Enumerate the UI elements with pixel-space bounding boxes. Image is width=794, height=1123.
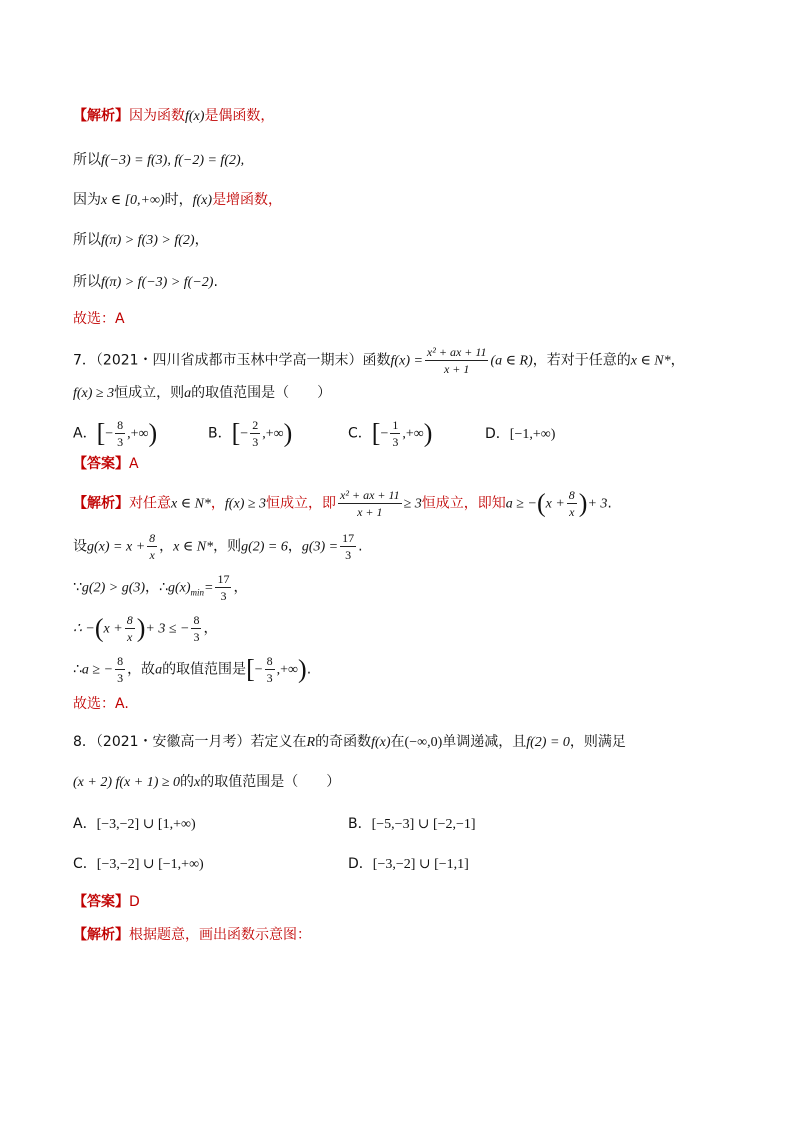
numerator: x² + ax + 11 [340, 488, 400, 502]
q7-solution-line-2 [73, 530, 363, 563]
fraction [215, 571, 231, 604]
math: [−3,−2] ∪ [1,+∞) [96, 817, 196, 832]
math: a ≥ − [81, 662, 114, 678]
fraction [125, 612, 135, 645]
fraction [115, 417, 125, 450]
q7-option-c [348, 417, 485, 450]
text: ∵ [73, 579, 82, 596]
fraction [265, 653, 275, 686]
numerator: 8 [149, 531, 156, 545]
bracket: [ [371, 418, 381, 448]
q7-option-b [208, 417, 348, 450]
math: x [194, 775, 201, 790]
denominator: x [149, 548, 155, 562]
text: ， [233, 579, 248, 596]
paren: ( [536, 488, 546, 518]
bracket: ) [298, 654, 307, 684]
math: − [240, 426, 249, 442]
denominator: x + 1 [443, 362, 470, 376]
math: R [306, 735, 316, 750]
option-label: A． [73, 816, 97, 832]
text: ，故 [127, 661, 156, 678]
denominator: 3 [345, 548, 352, 562]
bracket: [ [231, 418, 241, 448]
q7-choice: 故选：A. [73, 696, 129, 712]
q8-option-d [348, 854, 469, 875]
text: 所以 [73, 152, 101, 168]
text: 恒成立，则 [114, 385, 185, 401]
text: 在 [390, 734, 405, 750]
solution-tag: 【解析】 [73, 927, 129, 943]
math: g(x) [167, 580, 191, 596]
q7-fraction [425, 344, 489, 377]
text: 是偶函数， [204, 108, 275, 124]
denominator: 3 [117, 435, 124, 449]
denominator: 3 [117, 671, 124, 685]
solution-tag: 【解析】 [73, 495, 129, 512]
text: ，则 [213, 538, 242, 555]
numerator: 8 [266, 654, 273, 668]
answer-value: A [129, 456, 139, 472]
math: x ∈ [0,+∞) [101, 193, 165, 208]
denominator: 3 [220, 589, 227, 603]
math: f(2) = 0 [526, 735, 570, 750]
option-label: A． [73, 425, 97, 442]
denominator: x [569, 505, 575, 519]
math: − [105, 426, 114, 442]
numerator: 1 [392, 418, 399, 432]
q7-solution-line-4 [73, 612, 217, 645]
math: f(x) [371, 735, 391, 750]
paren: ) [578, 488, 588, 518]
solution-line-4 [73, 230, 209, 251]
text: 根据题意，画出函数示意图： [129, 927, 311, 943]
text: 的取值范围是（ ） [191, 385, 332, 401]
text: 是增函数， [212, 192, 283, 208]
math: + 3 ≤ − [145, 621, 190, 637]
text: 恒成立，即知 [421, 495, 506, 512]
math: + 3 [587, 496, 608, 512]
paren: ) [136, 613, 146, 643]
denominator: x [127, 630, 133, 644]
text: 的 [180, 774, 195, 790]
q8-stem-line-2 [73, 772, 340, 793]
text: . [607, 495, 612, 512]
q8-option-c [73, 854, 348, 875]
q7-solution-line-1 [73, 487, 612, 520]
math: g(x) = x + [87, 539, 146, 555]
math: f(x) [185, 109, 205, 124]
fraction [340, 530, 356, 563]
math: [−3,−2] ∪ [−1,+∞) [96, 857, 204, 872]
math: (x + 2) f(x + 1) ≥ 0 [73, 775, 181, 790]
math: x + [545, 496, 565, 512]
text: ， [670, 352, 685, 369]
solution-line-1 [73, 106, 274, 127]
math: f(x) [192, 193, 213, 208]
numerator: 8 [193, 613, 200, 627]
text: 的取值范围是（ ） [200, 774, 341, 790]
math: x ∈ N* [173, 539, 214, 555]
math: = [204, 580, 214, 596]
text: 所以 [73, 232, 101, 248]
text: ， [210, 495, 225, 512]
text: . [213, 274, 218, 290]
q8-source: 8．（2021・安徽高一月考）若定义在 [73, 734, 307, 750]
fraction [250, 417, 260, 450]
q8-answer [73, 892, 140, 912]
q7-option-d [485, 424, 555, 445]
math: ,+∞ [402, 426, 424, 442]
bracket: ) [283, 418, 293, 448]
numerator: 8 [126, 613, 133, 627]
math: x ∈ N* [171, 496, 211, 512]
answer-value: D [129, 894, 140, 910]
text: 单调递减，且 [442, 734, 527, 750]
math: g(2) = 6 [241, 539, 288, 555]
choice-line: 故选：A [73, 311, 125, 327]
paren: ( [94, 613, 104, 643]
option-label: D． [485, 425, 510, 442]
numerator: 2 [252, 418, 259, 432]
q8-options-row-2 [73, 854, 469, 875]
text: 恒成立，即 [266, 495, 337, 512]
math: f(x) ≥ 3 [224, 496, 267, 512]
math: f(π) > f(−3) > f(−2) [101, 275, 214, 290]
math: ,+∞ [127, 426, 149, 442]
text: 的奇函数 [315, 734, 372, 750]
text: ，则满足 [569, 734, 626, 750]
solution-line-3 [73, 190, 282, 211]
denominator: 3 [392, 435, 399, 449]
math: f(−3) = f(3), f(−2) = f(2), [101, 153, 245, 168]
solution-line-5 [73, 272, 218, 293]
math: (a ∈ R) [490, 353, 533, 369]
math: a [155, 662, 163, 678]
math: x ∈ N* [630, 353, 671, 369]
bracket: [ [246, 654, 255, 684]
denominator: x + 1 [357, 505, 383, 519]
math: (−∞,0) [404, 735, 443, 750]
denominator: 3 [252, 435, 259, 449]
solution-line-2 [73, 150, 244, 171]
math: a [184, 386, 192, 401]
option-label: C． [73, 856, 97, 872]
denominator: 3 [193, 630, 200, 644]
text: ， [287, 538, 302, 555]
option-label: C． [348, 425, 372, 442]
bracket: ) [148, 418, 158, 448]
q7-stem-line-1 [73, 344, 685, 377]
math: − [380, 426, 389, 442]
answer-tag: 【答案】 [73, 894, 129, 910]
fraction [115, 653, 125, 686]
text: ， [203, 620, 218, 637]
text: ∴ [73, 661, 82, 678]
math: ∴ − [73, 621, 95, 637]
numerator: 8 [117, 654, 124, 668]
math: a ≥ − [505, 496, 537, 512]
math: f(x) = [390, 353, 423, 369]
math: f(x) ≥ 3 [73, 386, 115, 401]
math: − [254, 662, 263, 678]
q7-option-a [73, 417, 208, 450]
bracket: ) [423, 418, 433, 448]
numerator: 8 [117, 418, 124, 432]
option-label: B． [348, 816, 372, 832]
q7-answer [73, 454, 139, 474]
numerator: 17 [342, 531, 355, 545]
fraction [338, 487, 402, 520]
q7-solution-line-3 [73, 571, 247, 604]
q7-source: 7．（2021・四川省成都市玉林中学高一期末）函数 [73, 352, 391, 369]
math: min [190, 587, 204, 598]
numerator: 17 [217, 572, 230, 586]
text: 的取值范围是 [162, 661, 247, 678]
q7-solution-line-5 [73, 653, 311, 686]
text: . [358, 538, 363, 555]
text: ， [159, 538, 174, 555]
denominator: 3 [266, 671, 273, 685]
q8-option-b [348, 814, 476, 835]
q8-solution [73, 925, 311, 945]
math: [−1,+∞) [509, 426, 556, 442]
bracket: [ [96, 418, 106, 448]
numerator: 8 [568, 488, 575, 502]
text: 因为 [73, 192, 101, 208]
text: 因为函数 [129, 108, 185, 124]
text: 对任意 [129, 495, 171, 512]
math: g(3) = [301, 539, 339, 555]
text: ， [194, 232, 209, 248]
math: [−3,−2] ∪ [−1,1] [372, 857, 469, 872]
option-label: D． [348, 856, 373, 872]
text: 设 [73, 538, 87, 555]
q7-stem-line-2 [73, 383, 331, 404]
text: ，∴ [145, 579, 168, 596]
math: ≥ 3 [403, 496, 422, 512]
q7-options [73, 417, 555, 450]
text: ，若对于任意的 [532, 352, 631, 369]
q8-stem-line-1 [73, 732, 626, 753]
answer-tag: 【答案】 [73, 456, 129, 472]
numerator: x² + ax + 11 [426, 345, 487, 359]
math: f(π) > f(3) > f(2) [101, 233, 195, 248]
fraction [390, 417, 400, 450]
option-label: B． [208, 425, 232, 442]
fraction [567, 487, 577, 520]
math: ,+∞ [262, 426, 284, 442]
text: . [306, 661, 312, 678]
q8-options-row-1 [73, 814, 476, 835]
math: ,+∞ [276, 662, 299, 678]
fraction [191, 612, 201, 645]
solution-tag: 【解析】 [73, 108, 129, 124]
q8-option-a [73, 814, 348, 835]
text: 所以 [73, 274, 101, 290]
math: g(2) > g(3) [81, 580, 146, 596]
math: x + [103, 621, 123, 637]
math: [−5,−3] ∪ [−2,−1] [371, 817, 476, 832]
text: 时， [164, 192, 193, 208]
fraction [147, 530, 157, 563]
